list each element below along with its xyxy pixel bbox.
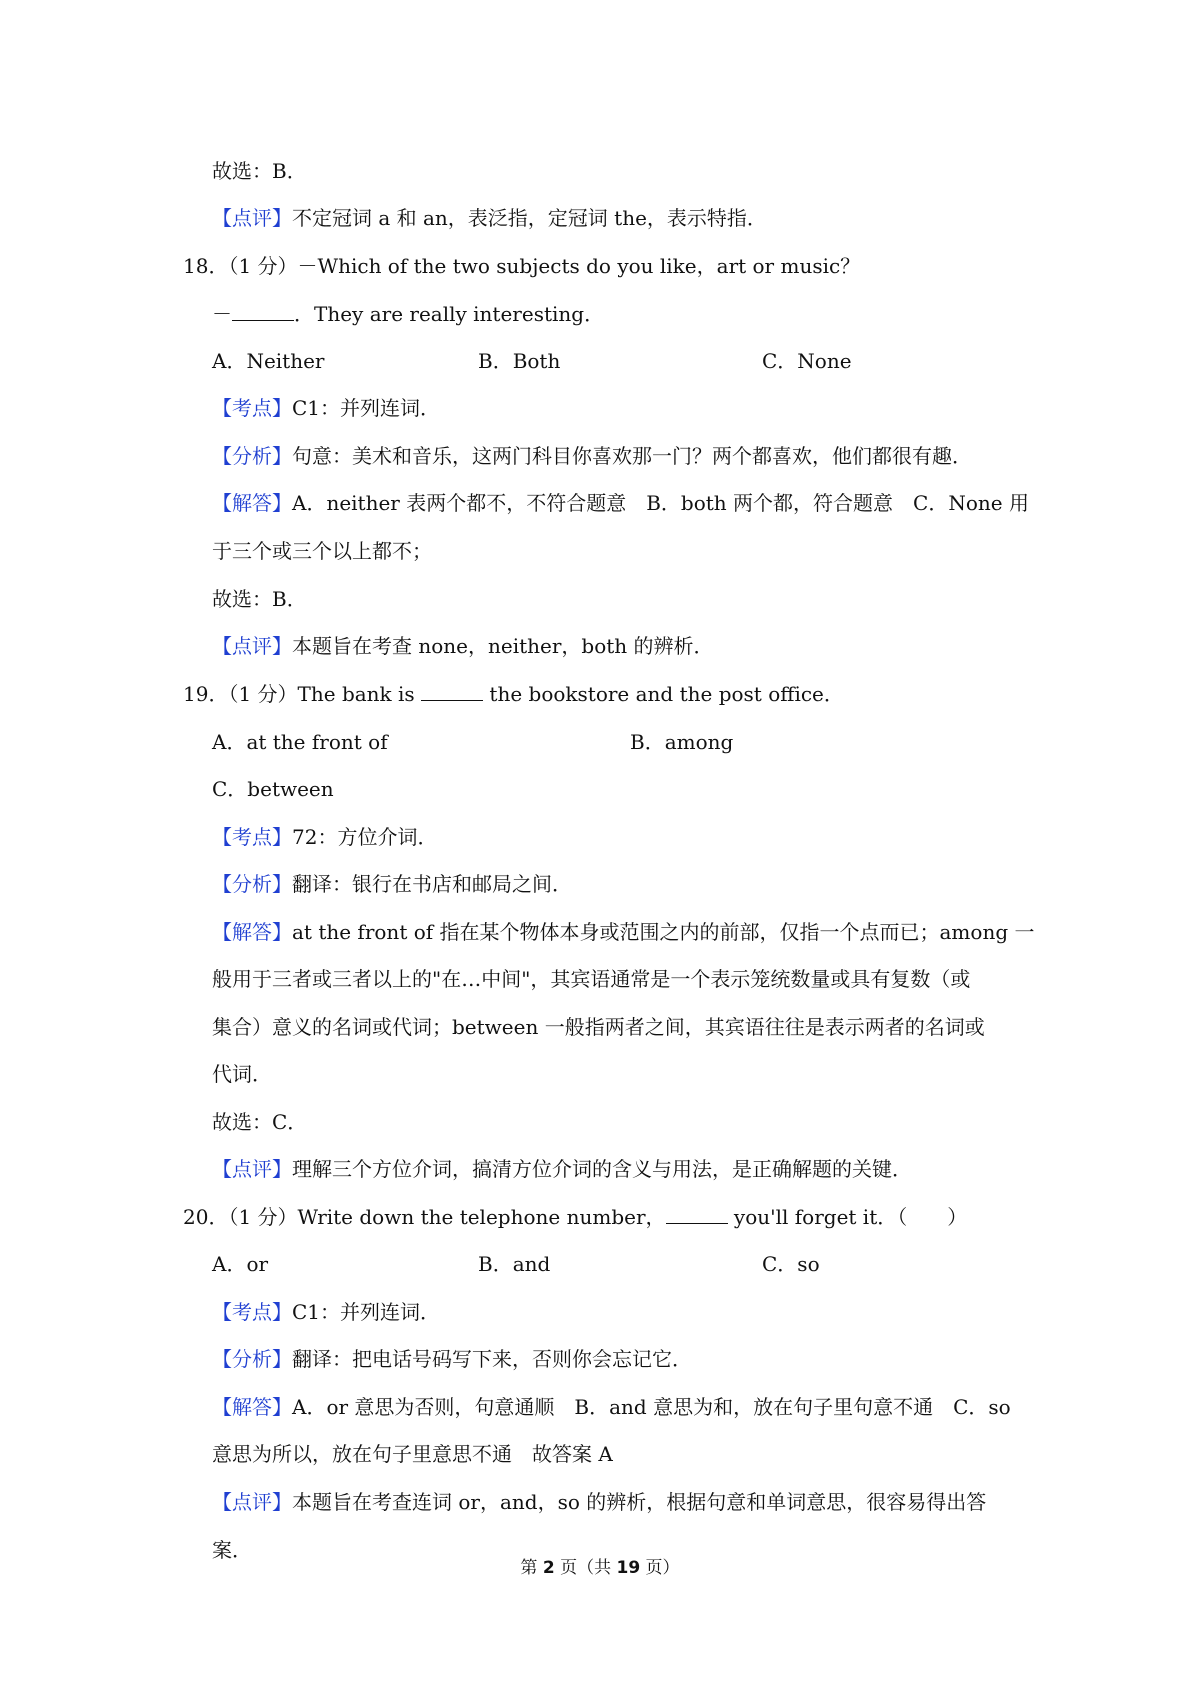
q19-jieda-cont1: 般用于三者或三者以上的"在…中间"，其宾语通常是一个表示笼统数量或具有复数（或 [212, 967, 971, 991]
q20-jieda: 【解答】A．or 意思为否则，句意通顺 B．and 意思为和，放在句子里句意不通 C．so [212, 1395, 1011, 1419]
q19-option-a: A．at the front of [212, 730, 388, 754]
q20-review-cont: 案． [212, 1538, 252, 1562]
q18-question: 18．（1 分）－Which of the two subjects do you like，art or music？ [183, 254, 861, 278]
kaodian-tag: 【考点】 [212, 825, 292, 849]
review-tag: 【点评】 [212, 1157, 292, 1181]
q19-option-b: B．among [630, 730, 734, 754]
q19-jieda: 【解答】at the front of 指在某个物体本身或范围之内的前部，仅指一个点而已；among 一 [212, 920, 1035, 944]
q18-kaodian: 【考点】C1：并列连词． [212, 396, 441, 420]
q18-jieda-cont: 于三个或三个以上都不； [212, 539, 432, 563]
q20-jieda-cont: 意思为所以，放在句子里意思不通 故答案 A [212, 1442, 613, 1466]
q19-review: 【点评】理解三个方位介词，搞清方位介词的含义与用法，是正确解题的关键． [212, 1157, 912, 1181]
fenxi-tag: 【分析】 [212, 872, 292, 896]
q18-choice: 故选：B． [212, 587, 307, 611]
fenxi-tag: 【分析】 [212, 444, 292, 468]
q20-option-c: C．so [762, 1252, 820, 1276]
q18-fenxi: 【分析】句意：美术和音乐，这两门科目你喜欢那一门？两个都喜欢，他们都很有趣． [212, 444, 972, 468]
q18-question-line2: － ．They are really interesting． [212, 302, 605, 326]
q20-kaodian: 【考点】C1：并列连词． [212, 1300, 441, 1324]
q20-option-a: A．or [212, 1252, 269, 1276]
q18-option-a: A．Neither [212, 349, 325, 373]
fenxi-tag: 【分析】 [212, 1347, 292, 1371]
answer-blank [421, 682, 483, 701]
jieda-tag: 【解答】 [212, 491, 292, 515]
q18-option-b: B．Both [478, 349, 561, 373]
q19-option-c: C．between [212, 777, 334, 801]
review-tag: 【点评】 [212, 206, 292, 230]
q19-jieda-cont2: 集合）意义的名词或代词；between 一般指两者之间，其宾语往往是表示两者的名词或 [212, 1015, 985, 1039]
q18-option-c: C．None [762, 349, 852, 373]
answer-blank [666, 1205, 728, 1224]
q19-fenxi: 【分析】翻译：银行在书店和邮局之间． [212, 872, 572, 896]
kaodian-tag: 【考点】 [212, 396, 292, 420]
q19-question: 19．（1 分）The bank is the bookstore and the post office． [183, 682, 844, 706]
q17-review: 【点评】不定冠词 a 和 an，表泛指，定冠词 the，表示特指． [212, 206, 767, 230]
answer-blank [232, 302, 294, 321]
q20-review: 【点评】本题旨在考查连词 or，and，so 的辨析，根据句意和单词意思，很容易得出答 [212, 1490, 987, 1514]
page-footer: 第 2 页（共 19 页） [520, 1558, 680, 1578]
review-tag: 【点评】 [212, 1490, 292, 1514]
q19-jieda-cont3: 代词． [212, 1062, 272, 1086]
q20-option-b: B．and [478, 1252, 551, 1276]
kaodian-tag: 【考点】 [212, 1300, 292, 1324]
q19-choice: 故选：C． [212, 1110, 308, 1134]
q20-question: 20．（1 分）Write down the telephone number， you'll forget it．（ ） [183, 1205, 968, 1229]
q17-choice: 故选：B． [212, 159, 307, 183]
page-number: 2 [542, 1558, 555, 1578]
jieda-tag: 【解答】 [212, 920, 292, 944]
jieda-tag: 【解答】 [212, 1395, 292, 1419]
review-tag: 【点评】 [212, 634, 292, 658]
q20-fenxi: 【分析】翻译：把电话号码写下来，否则你会忘记它． [212, 1347, 692, 1371]
q18-jieda: 【解答】A．neither 表两个都不，不符合题意 B．both 两个都，符合题意 C．None 用 [212, 491, 1029, 515]
page-total: 19 [616, 1558, 641, 1578]
q18-review: 【点评】本题旨在考查 none，neither，both 的辨析． [212, 634, 714, 658]
q19-kaodian: 【考点】72：方位介词． [212, 825, 438, 849]
